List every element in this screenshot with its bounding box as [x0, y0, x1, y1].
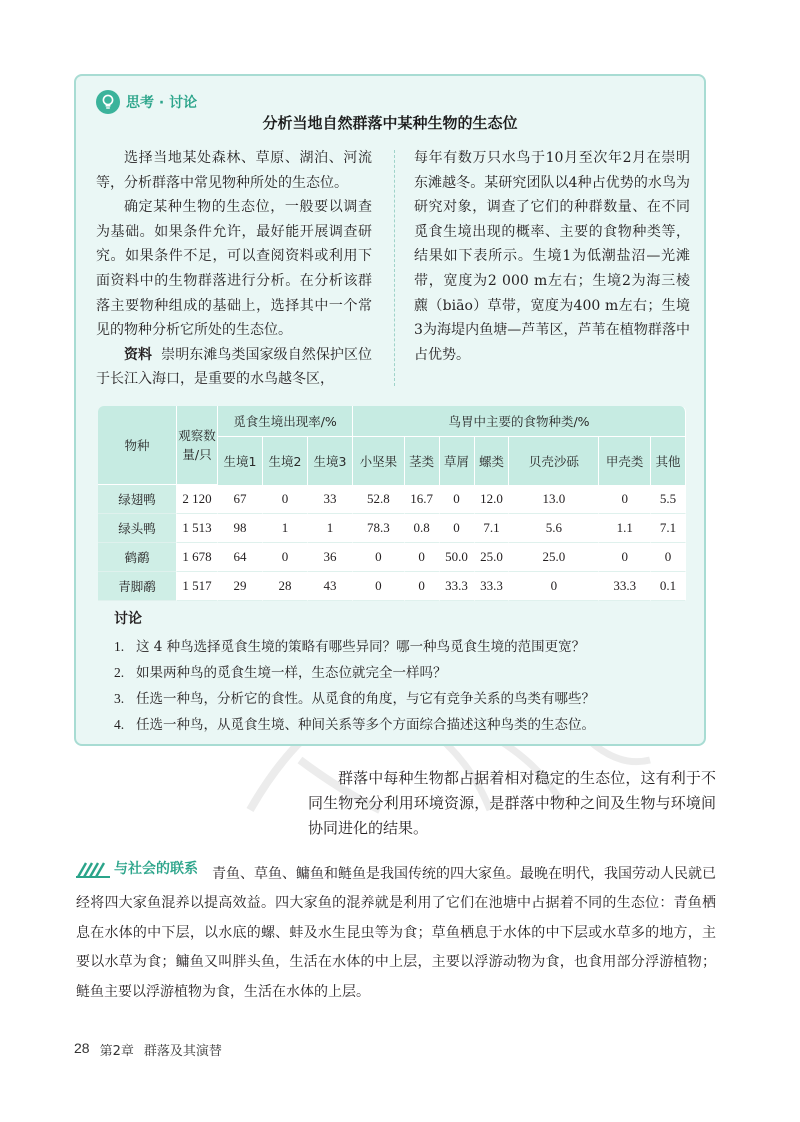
food-col-header: 草屑 [440, 437, 475, 485]
table-cell: 0 [440, 485, 475, 514]
discussion-item-number: 1. [114, 639, 125, 654]
resource-paragraph [96, 343, 372, 392]
discussion-item-number: 3. [114, 691, 125, 706]
table-cell: 5.6 [509, 514, 599, 543]
table-cell: 67 [218, 485, 263, 514]
resource-label: 资料 [124, 346, 153, 363]
table-cell: 1 [308, 514, 353, 543]
discussion-item-text: 如果两种鸟的觅食生境一样，生态位就完全一样吗？ [136, 665, 447, 681]
society-tag-label: 与社会的联系 [114, 861, 198, 877]
discussion-item [114, 686, 684, 712]
table-cell: 33.3 [599, 572, 651, 601]
table-cell: 0.8 [405, 514, 440, 543]
discussion-item-text: 这 4 种鸟选择觅食生境的策略有哪些异同？哪一种鸟觅食生境的范围更宽？ [136, 639, 586, 655]
table-cell: 64 [218, 543, 263, 572]
species-cell: 鹤鹬 [98, 543, 177, 572]
table-cell: 52.8 [353, 485, 405, 514]
discussion [114, 608, 684, 738]
lightbulb-icon [96, 90, 120, 114]
discussion-item-number: 2. [114, 665, 125, 680]
table-row [98, 572, 686, 601]
paragraph: 每年有数万只水鸟于10月至次年2月在崇明东滩越冬。某研究团队以4种占优势的水鸟为研究对象，调查了它们的种群数量、在不同觅食生境出现的概率、主要的食物种类等，结果如下表所示。生境1为低潮盐沼—光滩带，宽度为2 000 m左右；生境2为海三棱藨（biāo）草带，宽度为400 m左右；生境3为海堤内鱼塘—芦苇区，芦苇在植物群落中占优势。 [414, 150, 690, 363]
table-cell: 0 [440, 514, 475, 543]
page-number: 28 [74, 1040, 90, 1056]
food-col-header: 贝壳沙砾 [509, 437, 599, 485]
table-cell: 0 [509, 572, 599, 601]
table-cell: 0.1 [651, 572, 686, 601]
species-header: 物种 [98, 406, 177, 485]
discussion-box [74, 74, 706, 746]
table-cell: 0 [599, 543, 651, 572]
habitat-col-header: 生境3 [308, 437, 353, 485]
habitat-group-header: 觅食生境出现率/% [218, 406, 353, 437]
paragraph: 选择当地某处森林、草原、湖泊、河流等，分析群落中常见物种所处的生态位。 [96, 150, 372, 191]
resource-text: 崇明东滩鸟类国家级自然保护区位于长江入海口，是重要的水鸟越冬区， [96, 346, 373, 388]
table-cell: 5.5 [651, 485, 686, 514]
table-cell: 13.0 [509, 485, 599, 514]
count-header-text: 观察数量/只 [178, 428, 216, 462]
table-cell: 0 [263, 543, 308, 572]
table-cell: 2 120 [177, 485, 218, 514]
table-cell: 29 [218, 572, 263, 601]
count-header [177, 406, 218, 485]
table-cell: 16.7 [405, 485, 440, 514]
species-cell: 绿翅鸭 [98, 485, 177, 514]
chapter-number: 第2章 [99, 1044, 134, 1059]
table-cell: 12.0 [475, 485, 510, 514]
table-cell: 36 [308, 543, 353, 572]
table-cell: 1 513 [177, 514, 218, 543]
conclusion [308, 766, 716, 841]
table-cell: 25.0 [509, 543, 599, 572]
table-cell: 25.0 [475, 543, 510, 572]
table-row [98, 485, 686, 514]
food-col-header: 螺类 [475, 437, 510, 485]
table-cell: 7.1 [651, 514, 686, 543]
food-col-header: 茎类 [405, 437, 440, 485]
table-row [98, 514, 686, 543]
table-cell: 0 [405, 543, 440, 572]
table-cell: 0 [353, 572, 405, 601]
species-cell: 青脚鹬 [98, 572, 177, 601]
society-section [76, 855, 716, 1007]
box-tag: 思考 · 讨论 [126, 95, 198, 111]
data-table [98, 406, 686, 601]
table-cell: 7.1 [475, 514, 510, 543]
table-cell: 0 [599, 485, 651, 514]
box-title: 分析当地自然群落中某种生物的生态位 [262, 114, 518, 132]
table-cell: 33.3 [475, 572, 510, 601]
right-column [414, 146, 690, 367]
table-row [98, 543, 686, 572]
table-cell: 50.0 [440, 543, 475, 572]
discussion-item [114, 634, 684, 660]
table-cell: 0 [353, 543, 405, 572]
discussion-item-text: 任选一种鸟，从觅食生境、种间关系等多个方面综合描述这种鸟类的生态位。 [136, 717, 595, 733]
society-text: 青鱼、草鱼、鳙鱼和鲢鱼是我国传统的四大家鱼。最晚在明代，我国劳动人民就已经将四大家鱼混养以提高效益。四大家鱼的混养就是利用了它们在池塘中占据着不同的生态位：青鱼栖息在水体的中下层，以水底的螺、蚌及水生昆虫等为食；草鱼栖息于水体的中下层或水草多的地方，主要以水草为食；鳙鱼又叫胖头鱼，生活在水体的中上层，主要以浮游动物为食，也食用部分浮游植物；鲢鱼主要以浮游植物为食，生活在水体的上层。 [76, 865, 716, 1000]
table-cell: 1 [263, 514, 308, 543]
table-cell: 1 678 [177, 543, 218, 572]
habitat-col-header: 生境1 [218, 437, 263, 485]
table-cell: 1.1 [599, 514, 651, 543]
column-divider [394, 150, 395, 386]
table-cell: 28 [263, 572, 308, 601]
society-icon [76, 862, 110, 878]
discussion-item [114, 712, 684, 738]
page-footer [74, 1040, 222, 1059]
habitat-col-header: 生境2 [263, 437, 308, 485]
box-header [96, 90, 197, 114]
discussion-item-text: 任选一种鸟，分析它的食性。从觅食的角度，与它有竞争关系的鸟类有哪些？ [136, 691, 595, 707]
paragraph: 确定某种生物的生态位，一般要以调查为基础。如果条件允许，最好能开展调查研究。如果条件不足，可以查阅资料或利用下面资料中的生物群落进行分析。在分析该群落主要物种组成的基础上，选择其中一个常见的物种分析它所处的生态位。 [96, 199, 372, 339]
food-group-header: 鸟胃中主要的食物种类/% [353, 406, 686, 437]
table-cell: 43 [308, 572, 353, 601]
left-column [96, 146, 372, 392]
table-cell: 0 [651, 543, 686, 572]
table-cell: 98 [218, 514, 263, 543]
conclusion-text: 群落中每种生物都占据着相对稳定的生态位，这有利于不同生物充分利用环境资源，是群落中物种之间及生物与环境间协同进化的结果。 [308, 769, 716, 837]
table-cell: 0 [263, 485, 308, 514]
discussion-title: 讨论 [114, 611, 142, 627]
table-cell: 33.3 [440, 572, 475, 601]
society-tag [76, 855, 198, 885]
food-col-header: 甲壳类 [599, 437, 651, 485]
food-col-header: 其他 [651, 437, 686, 485]
table-cell: 1 517 [177, 572, 218, 601]
species-cell: 绿头鸭 [98, 514, 177, 543]
food-col-header: 小坚果 [353, 437, 405, 485]
chapter-title: 群落及其演替 [143, 1044, 222, 1059]
table-cell: 33 [308, 485, 353, 514]
table-cell: 0 [405, 572, 440, 601]
discussion-item [114, 660, 684, 686]
discussion-item-number: 4. [114, 717, 125, 732]
table-cell: 78.3 [353, 514, 405, 543]
